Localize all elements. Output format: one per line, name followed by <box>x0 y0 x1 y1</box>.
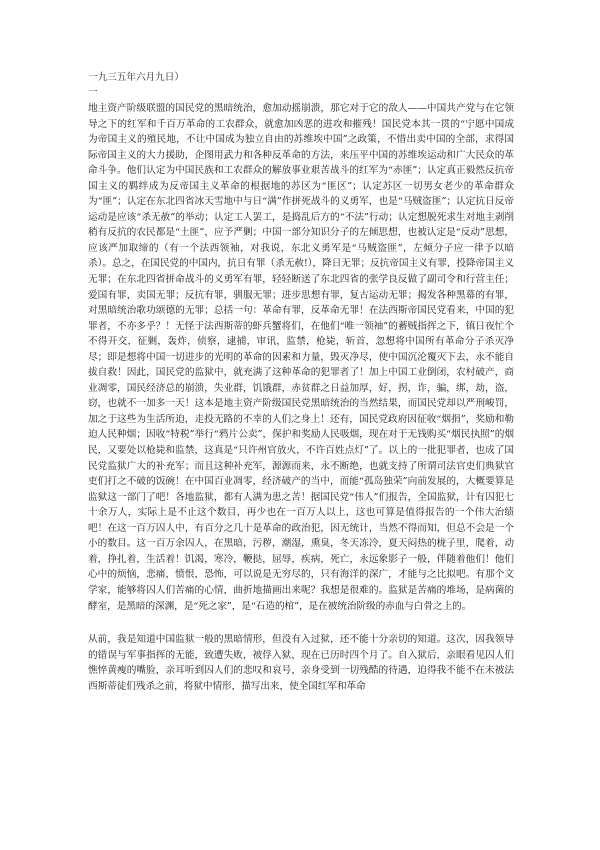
document-page <box>88 70 514 694</box>
paragraph-2: 从前，我是知道中国监狱一般的黑暗情形，但没有入过狱，还不能十分亲切的知道。这次，因我领导的错误与军事指挥的无能，致遭失败，被俘入狱，现在已历时四个月了。自入狱后，亲眼看见囚人们憔悴黄瘦的嘴脸，亲耳听到囚人们的悲叹和哀号，亲身受到一切残酷的待遇，迫得我不能不在未被法西斯蒂徒们残杀之前，将狱中情形，描写出来，使全国红军和革命 <box>88 634 514 692</box>
dateline: 一九三五年六月九日） <box>88 72 184 83</box>
section-number: 一 <box>88 87 98 98</box>
paragraph-1: 地主资产阶级联盟的国民党的黑暗统治，愈加动摇崩溃，那它对于它的敌人——中国共产党与在它领导之下的红军和千百万革命的工农群众，就愈加凶恶的进攻和摧残！国民党本其一贯的“宁愿中国成为帝国主义的殖民地，不让中国成为独立自由的苏维埃中国”之政策，不惜出卖中国的全部，求得国际帝国主义的大力援助，企图用武力和各种反革命的方法，来压平中国的苏维埃运动和广大民众的革命斗争。他们认定为中国民族和工农群众的解放事业艰苦战斗的红军为“赤匪”；认定真正毅然反抗帝国主义的羁绊成为反帝国主义革命的根据地的苏区为“匪区”；认定苏区一切男女老少的革命群众为“匪”；认定在东北四省冰天雪地中与日“满”作拼死战斗的义勇军，也是“马贼盗匪”；认定抗日反帝运动是应该“杀无赦”的举动；认定工人罢工，是捣乱后方的“不法”行动；认定想脱死求生对地主剥削稍有反抗的农民都是“土匪”，应予严剿；中国一部分知识分子的左倾思想，也被认定是“反动”思想，应该严加取缔的（有一个法西领袖，对我说，东北义勇军是“马贼盗匪”，左倾分子应一律予以暗杀）。总之，在国民党的中国内，抗日有罪（杀无赦!），降日无罪；反抗帝国主义有罪，投降帝国主义无罪；在东北四省拼命战斗的义勇军有罪，轻轻断送了东北四省的张学良反做了副司令和行营主任；爱国有罪，卖国无罪；反抗有罪，驯服无罪；进步思想有罪，复古运动无罪；揭发各种黑幕的有罪，对黑暗统治歌功颂德的无罪；总括一句：革命有罪，反革命无罪！在法西斯帝国民党看来，中国的犯罪者，不亦多乎？！无怪于法西斯蒂的虾兵蟹将们，在他们“唯一领袖”的蓄贼指挥之下，镇日夜忙个不得开交，征剿，轰炸，侦察，逮捕，审讯，监禁，枪毙，斩首，忽想将中国所有革命分子杀灭净尽；即是想将中国一切进步的光明的革命的因素和力量，毁灭净尽，使中国沉沦覆灭下去，永不能自拔自救！因此，国民党的监狱中，就充满了这种革命的犯罪者了！加上中国工业倒闭，农村破产，商业凋零，国民经济总的崩溃，失业群，饥饿群，赤贫群之日益加厚，好，拐，诈，骗，绑，劫，盗，窃，也就不一加多一天！这本是地主资产阶级国民党黑暗统治的当然结果，而国民党却以严刑峻罚，加之于这些为生活所迫，走投无路的不幸的人们之身上！还有，国民党政府因征收“烟捐”，奖励和勒迫人民种烟；因收“特税”举行“鸦片公卖”，保护和奖励人民吸烟，现在对于无钱购买“烟民执照”的烟民，又要处以枪毙和监禁，这真是“只许州官放火，不许百姓点灯”了。以上的一批犯罪者，也成了国民党监狱广大的补充军；而且这种补充军，源源而来，永不断绝，也就支持了所谓司法官吏们典狱官吏们打之不破的饭碗！在中国百业凋零，经济破产的当中，而能“孤岛独荣”向前发展的，大概要算是监狱这一部门了吧！各地监狱，都有人满为患之苦！据国民党“伟人”们报告，全国监狱，计有囚犯七十余万人，实际上是不止这个数目，再少也在一百万人以上，这也可算是值得报告的一个伟大治绩吧！在这一百万囚人中，有百分之几十是革命的政治犯，因无统计，当然不得而知，但总不会是一个小的数目。这一百万余囚人，在黑暗，污秽，潮湿，熏臭，冬天冻冷，夏天闷热的栊子里，爬着，动着，挣扎着，生活着！饥渴，寒冷，鞭挞，屈辱，疾病，死亡，永远象影子一般，伴随着他们！他们心中的烦恼，悲痛，愤恨，恐怖，可以说是无穷尽的，只有海洋的深广，才能与之比拟吧。有那个文学家，能够将囚人们苦痛的心情，曲折地描画出来呢？我想是很难的。监狱是苦痛的堆场，是病菌的酵室，是黑暗的深渊，是“死之家”，是“石造的棺”，是在被统治阶级的赤血与白骨之上的。 <box>88 103 514 612</box>
